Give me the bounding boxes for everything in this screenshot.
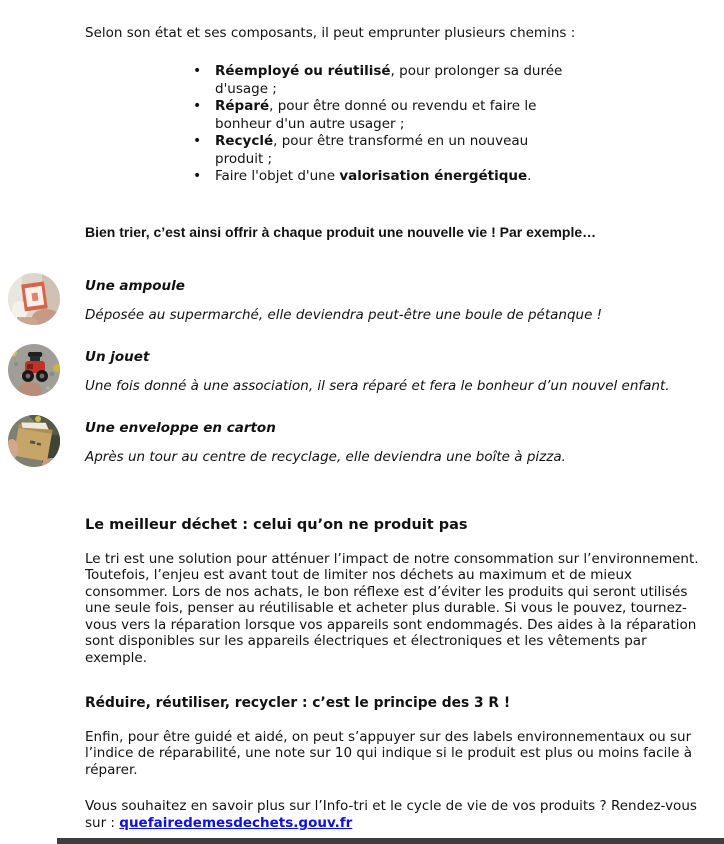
example-text-block bbox=[85, 273, 710, 324]
list-item bbox=[187, 133, 569, 168]
section-heading: Le meilleur déchet : celui qu’on ne produit pas bbox=[85, 516, 468, 533]
example-row-ampoule bbox=[8, 273, 710, 325]
toy-truck-photo bbox=[8, 344, 60, 396]
example-caption: Après un tour au centre de recyclage, elle deviendra une boîte à pizza. bbox=[85, 448, 566, 465]
section-paragraph: Le tri est une solution pour atténuer l’impact de notre consommation sur l’environnement. Toutefois, l’enjeu est avant tout de limiter nos déchets au maximum et de mieux consommer. Lors de nos achats, le bon réflexe est d’éviter les produits qui seront utilisés une seule fois, penser au réutilisable et acheter plus durable. Si vous le pouvez, tournez-vous vers la réparation lorsque vos appareils sont endommagés. Des aides à la réparation sont disponibles sur les appareils électriques et électroniques et les vêtements par exemple. bbox=[85, 550, 699, 667]
list-item bbox=[187, 98, 569, 133]
list-item-pre: Faire l'objet d'une bbox=[215, 168, 340, 184]
list-item-bold: Recyclé bbox=[215, 133, 274, 149]
example-caption: Déposée au supermarché, elle deviendra peut-être une boule de pétanque ! bbox=[85, 306, 603, 323]
example-title: Une enveloppe en carton bbox=[85, 419, 276, 436]
cardboard-envelope-photo bbox=[8, 415, 60, 467]
three-r-paragraph: Enfin, pour être guidé et aidé, on peut s’appuyer sur des labels environnementaux ou sur l’indice de réparabilité, une note sur 10 qui indique si le produit est plus ou moins facile à réparer. bbox=[85, 728, 692, 778]
outro-paragraph bbox=[85, 798, 712, 831]
example-row-enveloppe bbox=[8, 415, 710, 467]
example-text-block bbox=[85, 415, 710, 466]
list-item-bold: Réparé bbox=[215, 98, 270, 114]
list-item-rest: , pour prolonger sa durée d'usage ; bbox=[215, 63, 563, 97]
list-item bbox=[187, 168, 569, 186]
outro-text: Vous souhaitez en savoir plus sur l’Info-tri et le cycle de vie de vos produits ? Rendez-vous sur : bbox=[85, 798, 697, 832]
list-item-bold: valorisation énergétique bbox=[339, 168, 528, 184]
example-caption: Une fois donné à une association, il sera réparé et fera le bonheur d’un nouvel enfant. bbox=[85, 377, 670, 394]
examples-intro-line: Bien trier, c’est ainsi offrir à chaque produit une nouvelle vie ! Par exemple… bbox=[85, 223, 597, 240]
list-item bbox=[187, 63, 569, 98]
intro-paragraph: Selon son état et ses composants, il peut emprunter plusieurs chemins : bbox=[85, 25, 576, 41]
next-section-edge-bar bbox=[57, 838, 724, 844]
example-text-block bbox=[85, 344, 710, 395]
lightbulb-package-photo bbox=[8, 273, 60, 325]
example-title: Un jouet bbox=[85, 348, 150, 365]
three-r-heading: Réduire, réutiliser, recycler : c’est le principe des 3 R ! bbox=[85, 694, 511, 711]
list-item-rest: . bbox=[527, 168, 532, 184]
list-item-bold: Réemployé ou réutilisé bbox=[215, 63, 391, 79]
list-item-rest: , pour être donné ou revendu et faire le bonheur d'un autre usager ; bbox=[215, 98, 537, 132]
quefairedemesdechets-link[interactable]: quefairedemesdechets.gouv.fr bbox=[119, 815, 353, 832]
example-title: Une ampoule bbox=[85, 277, 185, 294]
list-item-rest: , pour être transformé en un nouveau produit ; bbox=[215, 133, 529, 167]
example-row-jouet bbox=[8, 344, 710, 396]
waste-paths-list bbox=[187, 63, 569, 186]
